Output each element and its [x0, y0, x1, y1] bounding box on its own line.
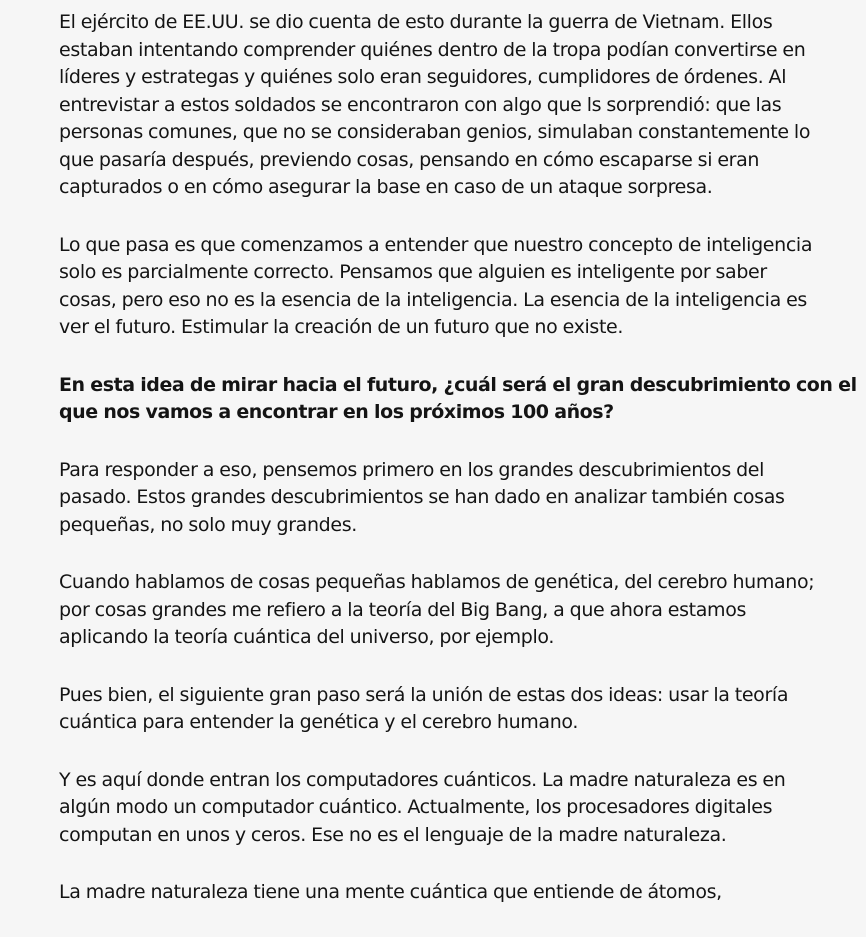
paragraph-line: entrevistar a estos soldados se encontraron con algo que ls sorprendió: que las [59, 93, 782, 116]
paragraph-line: solo es parcialmente correcto. Pensamos que alguien es inteligente por saber [59, 261, 767, 283]
paragraph-line: líderes y estrategas y quiénes solo eran seguidores, cumplidores de órdenes. Al [59, 66, 787, 88]
paragraph-line: pasado. Estos grandes descubrimientos se han dado en analizar también cosas [59, 486, 785, 508]
paragraph-line: estaban intentando comprender quiénes dentro de la tropa podían convertirse en [59, 38, 806, 61]
paragraph-line: computan en unos y ceros. Ese no es el lenguaje de la madre naturaleza. [59, 823, 727, 846]
paragraph-line: que pasaría después, previendo cosas, pensando en cómo escaparse si eran [59, 148, 760, 171]
article-paragraph [59, 569, 819, 652]
article-paragraph [59, 9, 819, 202]
paragraph-line: Y es aquí donde entran los computadores cuánticos. La madre naturaleza es en [59, 768, 786, 791]
paragraph-line: algún modo un computador cuántico. Actualmente, los procesadores digitales [59, 796, 773, 818]
paragraph-line: El ejército de EE.UU. se dio cuenta de esto durante la guerra de Vietnam. Ellos [59, 11, 773, 33]
paragraph-line: ver el futuro. Estimular la creación de un futuro que no existe. [59, 316, 624, 338]
paragraph-line: pequeñas, no solo muy grandes. [59, 513, 357, 536]
article-paragraph [59, 767, 819, 850]
paragraph-line: personas comunes, que no se consideraban genios, simulaban constantemente lo [59, 121, 811, 143]
article-subheading [59, 372, 857, 427]
paragraph-line: En esta idea de mirar hacia el futuro, ¿cuál será el gran descubrimiento con el [59, 373, 857, 396]
article-paragraph [59, 682, 819, 737]
paragraph-line: capturados o en cómo asegurar la base en caso de un ataque sorpresa. [59, 176, 713, 198]
paragraph-line: cuántica para entender la genética y el cerebro humano. [59, 711, 579, 733]
article-paragraph [59, 232, 819, 342]
article-body [59, 9, 857, 937]
paragraph-line: aplicando la teoría cuántica del universo, por ejemplo. [59, 626, 555, 648]
article-paragraph [59, 457, 819, 540]
paragraph-line: La madre naturaleza tiene una mente cuántica que entiende de átomos, [59, 881, 722, 903]
paragraph-line: que nos vamos a encontrar en los próximos 100 años? [59, 401, 614, 423]
article-paragraph [59, 879, 819, 907]
paragraph-line: Pues bien, el siguiente gran paso será la unión de estas dos ideas: usar la teoría [59, 683, 789, 706]
paragraph-line: Para responder a eso, pensemos primero en los grandes descubrimientos del [59, 458, 765, 481]
paragraph-line: Lo que pasa es que comenzamos a entender que nuestro concepto de inteligencia [59, 233, 813, 256]
paragraph-line: cosas, pero eso no es la esencia de la inteligencia. La esencia de la inteligencia es [59, 288, 807, 311]
paragraph-line: por cosas grandes me refiero a la teoría del Big Bang, a que ahora estamos [59, 598, 747, 621]
paragraph-line: Cuando hablamos de cosas pequeñas hablamos de genética, del cerebro humano; [59, 571, 815, 593]
